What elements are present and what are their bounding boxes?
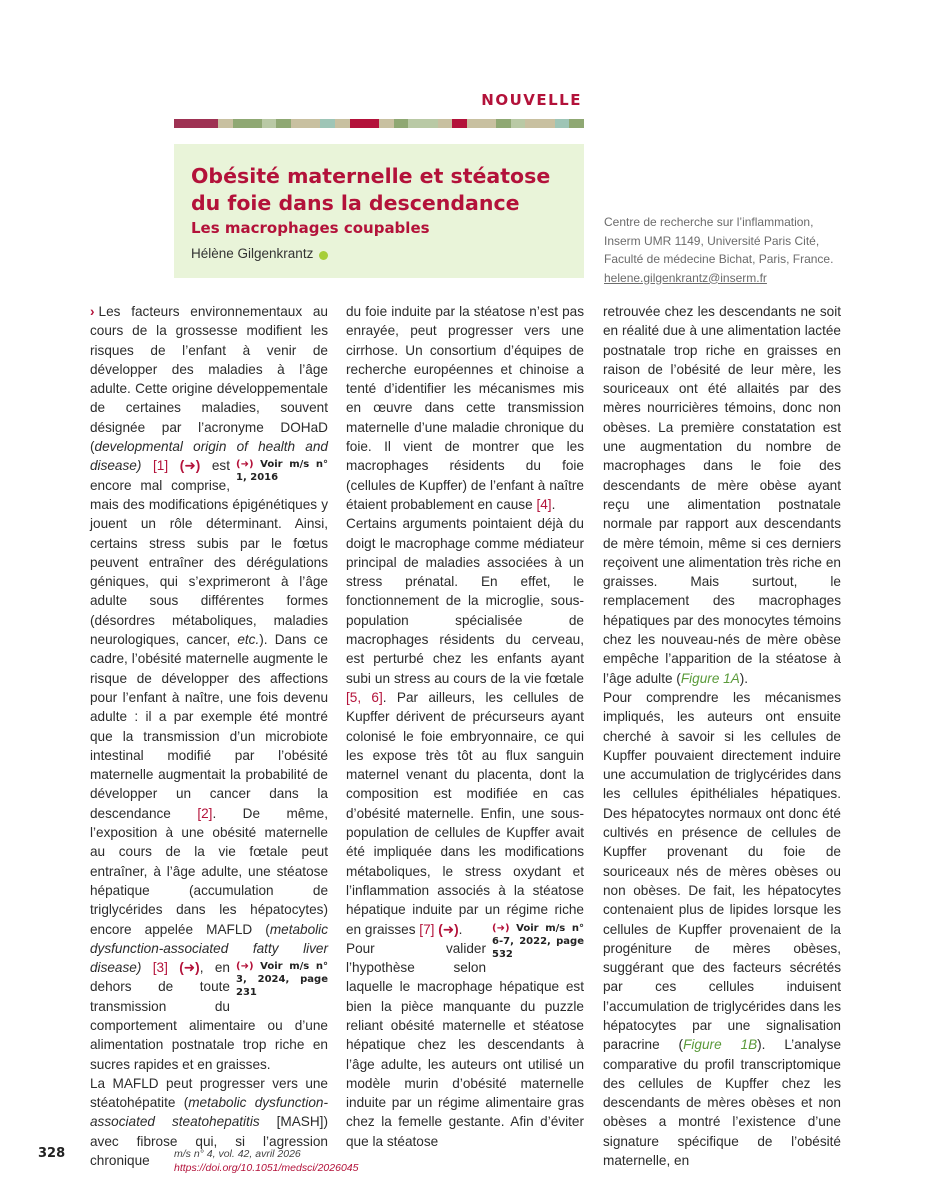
color-bar-segment — [291, 119, 320, 128]
color-bar-segment — [218, 119, 233, 128]
arrow-icon[interactable]: (➜) — [179, 960, 200, 976]
figure-link[interactable]: Figure 1A — [680, 670, 740, 686]
paragraph: Certains arguments pointaient déjà du doigt le macrophage comme médiateur principal de maladies associées à un stress prénatal. En effet, le fonctionnement de la microglie, sous-population spécialisée de macrophages résidents du cerveau, est perturbé chez les enfants ayant subi un stress au cours de la vie fœtale [5, 6]. Par ailleurs, les cellules de Kupffer dérivent de précurseurs ayant colonisé le foie embryonnaire, ce qui les expose très tôt au flux sanguin maternel venant du placenta, dont la composition est modifiée en cas d’obésité maternelle. Enfin, une sous-population de cellules de Kupffer avait été impliquée dans les modifications métaboliques, le stress oxydant et l’inflammation associés à la stéatose hépatique induite par un régime riche en graisses (➜) Voir m/s n° 6-7, 2022, page 532 [7] (➜). — [346, 516, 585, 960]
reference-link[interactable]: [1] — [153, 458, 169, 474]
paragraph-marker-icon: › — [90, 304, 95, 319]
color-bar-segment — [276, 119, 291, 128]
doi-link[interactable]: https://doi.org/10.1051/medsci/2026045 — [174, 1162, 359, 1174]
paragraph: retrouvée chez les descendants ne soit en réalité due à une alimentation lactée postnatale trop riche en graisses en raison de l’obésité de leur mère, les souriceaux ont été allaités par des mères nourricières témoins, donc non obèses. La première constatation est une augmentation du nombre de macrophages dans le foie des descendants de mère obèse ayant reçu une alimentation postnatale normale par rapport aux descendants de mère témoin, même si ces derniers reçoivent une alimentation très riche en graisses. Mais surtout, le remplacement des macrophages hépatiques par des monocytes témoins chez les nouveau-nés de mère obèse empêche l’apparition de la stéatose à l’âge adulte (Figure 1A). — [603, 304, 841, 686]
color-bar-segment — [452, 119, 467, 128]
figure-link[interactable]: Figure 1B — [683, 1037, 758, 1053]
author-email-link[interactable]: helene.gilgenkrantz@inserm.fr — [604, 270, 767, 285]
color-bar-segment — [408, 119, 437, 128]
column-2 — [346, 302, 584, 1151]
column-1 — [90, 302, 328, 1170]
color-bar-segment — [335, 119, 350, 128]
affiliation-line: Centre de recherche sur l’inflammation, — [604, 215, 814, 229]
sidenote-voir-1[interactable]: (➜) Voir m/s n° 1, 2016 — [236, 459, 329, 484]
reference-link[interactable]: [3] — [152, 960, 168, 976]
color-bar-segment — [555, 119, 570, 128]
paragraph: La MAFLD peut progresser vers une stéatohépatite (metabolic dysfunction-associated steatohepatitis [MASH]) avec fibrose qui, si l’agression chronique — [90, 1075, 328, 1169]
color-bar-segment — [350, 119, 379, 128]
journal-issue: m/s n° 4, vol. 42, avril 2026 — [174, 1148, 301, 1160]
color-bar-segment — [262, 119, 277, 128]
color-bar-segment — [379, 119, 394, 128]
affiliation-line: Faculté de médecine Bichat, Paris, France. — [604, 252, 834, 266]
reference-link[interactable]: [7] — [419, 921, 435, 937]
reference-link[interactable]: [4] — [536, 496, 552, 512]
section-label: NOUVELLE — [481, 91, 582, 109]
color-bar-segment — [203, 119, 218, 128]
reference-link[interactable]: [2] — [197, 805, 213, 821]
article-subtitle: Les macrophages coupables — [191, 219, 430, 237]
paragraph: du foie induite par la stéatose n’est pas enrayée, peut progresser vers une cirrhose. Un consortium d’équipes de recherche européennes et chinoise a tenté d’identifier les mécanismes mis en œuvre dans cette transmission maternelle d’une maladie chronique du foie. Il vient de montrer que les macrophages résidents du foie (cellules de Kupffer) de l’enfant à naître étaient probablement en cause [4]. — [346, 304, 584, 512]
color-bar-segment — [467, 119, 496, 128]
color-bar-segment — [496, 119, 511, 128]
journal-citation — [174, 1147, 358, 1175]
sidenote-voir-2[interactable]: (➜) Voir m/s n° 3, 2024, page 231 — [236, 961, 329, 999]
paragraph: Pour comprendre les mécanismes impliqués, les auteurs ont ensuite cherché à savoir si les cellules de Kupffer pouvaient directement induire une accumulation de triglycérides dans les cellules épithéliales hépatiques. Des hépatocytes normaux ont donc été cultivés en présence de cellules de Kupffer provenant du foie de souriceaux nés de mères obèses ou non obèses. De fait, les hépatocytes contenaient plus de lipides lorsque les cellules de Kupffer provenaient de la progéniture de mères obèses, suggérant que des facteurs sécrétés par ces cellules induisent l’accumulation de triglycérides dans les hépatocytes par une signalisation paracrine (Figure 1B). L’analyse comparative du profil transcriptomique des cellules de Kupffer chez les descendants de mères obèses et non obèses a montré l’existence d’une signature spécifique de l’obésité maternelle, en — [603, 689, 842, 1169]
paragraph: Pour valider l’hypothèse selon laquelle le macrophage hépatique est bien la pièce manquante du puzzle reliant obésité maternelle et stéatose hépatique chez les descendants à l’âge adulte, les auteurs ont utilisé un modèle murin d’obésité maternelle induite par un régime alimentaire gras chez la femelle gestante. Afin d’éviter que la stéatose — [346, 940, 584, 1149]
affiliation — [604, 213, 904, 287]
color-bar-segment — [233, 119, 262, 128]
sidenote-voir-3[interactable]: (➜) Voir m/s n° 6-7, 2022, page 532 — [492, 922, 585, 960]
color-bar-segment — [525, 119, 554, 128]
author — [191, 246, 328, 261]
article-title: Obésité maternelle et stéatose du foie dans la descendance — [191, 164, 551, 215]
arrow-icon[interactable]: (➜) — [438, 921, 459, 937]
color-bar-segment — [174, 119, 203, 128]
column-3 — [603, 302, 841, 1170]
paragraph: › Les facteurs environnementaux au cours de la grossesse modifient les risques de l’enfant à venir de développer des maladies à l’âge adulte. Cette origine développementale de certaines maladies, souvent désignée par l’acronyme DOHaD (developmental origin of health and disease) [1] (➜) (➜) Voir m/s n° 1, 2016 est encore mal comprise, mais des modifications épigénétiques y jouent un rôle déterminant. Ainsi, certains stress subis par le fœtus peuvent entraîner des dérégulations géniques, qui s’exprimeront à l’âge adulte sous différentes formes (désordres métaboliques, maladies neurologiques, cancer, etc.). Dans ce cadre, l’obésité maternelle augmente le risque de développer des affections pour l’enfant à naître, une fois devenu adulte : il a par exemple été montré que la transmission d’un microbiote intestinal modifié par l’obésité maternelle augmentait la probabilité de développer un cancer dans la descendance [2]. De même, l’exposition à une obésité maternelle au cours de la vie fœtale peut entraîner, à l’âge adulte, une stéatose hépatique (accumulation de triglycérides dans les hépatocytes) encore appelée MAFLD (metabolic dysfunction-associated fatty liver disease) [3] (➜) (➜) Voir m/s n° 3, 2024, page 231 , en dehors de toute transmission du comportement alimentaire ou d’une alimentation postnatale trop riche en sucres rapides et en graisses. — [90, 304, 329, 1072]
author-name: Hélène Gilgenkrantz — [191, 246, 314, 261]
arrow-icon[interactable]: (➜) — [179, 458, 201, 474]
page-number: 328 — [38, 1146, 66, 1161]
color-bar-segment — [394, 119, 409, 128]
reference-link[interactable]: [5, 6] — [346, 689, 383, 705]
color-bar-segment — [511, 119, 526, 128]
orcid-icon[interactable] — [319, 251, 328, 260]
color-bar — [174, 119, 584, 128]
affiliation-line: Inserm UMR 1149, Université Paris Cité, — [604, 233, 820, 248]
color-bar-segment — [569, 119, 584, 128]
color-bar-segment — [438, 119, 453, 128]
color-bar-segment — [320, 119, 335, 128]
